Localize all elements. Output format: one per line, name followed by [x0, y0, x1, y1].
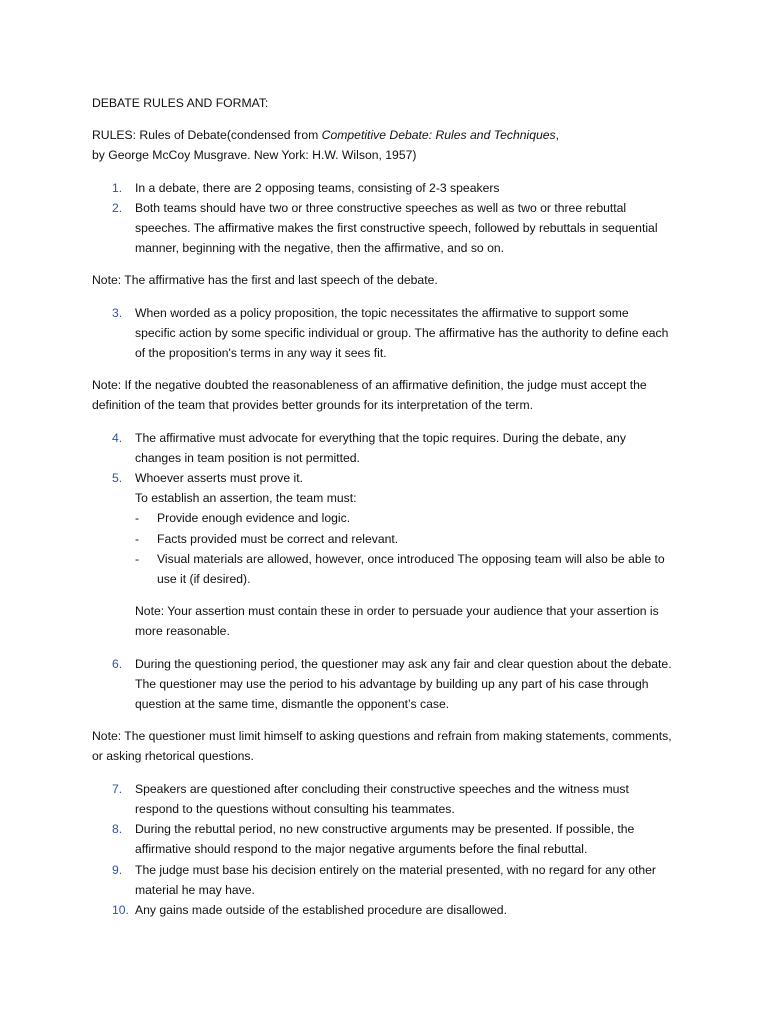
item-number: 3.	[112, 305, 123, 320]
item-text: Any gains made outside of the established procedure are disallowed.	[135, 902, 507, 917]
item-number: 10.	[112, 902, 129, 917]
rules-list	[92, 303, 672, 364]
note-paragraph: Note: If the negative doubted the reasonableness of an affirmative definition, the judge must accept the definition of the team that provides better grounds for its interpretation of the term.	[92, 378, 647, 413]
dash-item-text: Visual materials are allowed, however, once introduced The opposing team will also be able to use it (if desired).	[157, 551, 665, 587]
dash-list-item	[135, 549, 672, 589]
rules-list	[92, 654, 672, 715]
list-item	[92, 819, 672, 859]
item-number: 7.	[112, 781, 123, 796]
dash-marker: -	[135, 511, 140, 526]
list-item	[92, 178, 672, 198]
dash-marker: -	[135, 531, 140, 546]
note-paragraph: Note: The questioner must limit himself to asking questions and refrain from making statements, comments, or asking rhetorical questions.	[92, 729, 672, 764]
item-number: 5.	[112, 471, 123, 486]
dash-list	[135, 508, 672, 589]
note-paragraph: Note: The affirmative has the first and last speech of the debate.	[92, 273, 438, 288]
rules-list	[92, 779, 672, 920]
note-paragraph: Note: Your assertion must contain these in order to persuade your audience that your assertion is more reasonable.	[135, 604, 659, 639]
item-text: During the questioning period, the questioner may ask any fair and clear question about the debate. The questioner may use the period to his advantage by building up any part of his case through question at the same time, dismantle the opponent’s case.	[135, 656, 672, 712]
citation-prefix: (condensed from	[226, 128, 322, 143]
item-number: 4.	[112, 430, 123, 445]
citation-comma: ,	[555, 128, 560, 143]
item-text: The judge must base his decision entirely on the material presented, with no regard for any other material he may have.	[135, 862, 656, 897]
item-number: 8.	[112, 822, 123, 837]
citation-line: by George McCoy Musgrave. New York: H.W. Wilson, 1957)	[92, 148, 417, 163]
list-item	[92, 654, 672, 715]
item-text: In a debate, there are 2 opposing teams, consisting of 2-3 speakers	[135, 180, 500, 195]
document-page	[92, 93, 672, 920]
list-item	[92, 779, 672, 819]
rules-label: RULES:	[92, 128, 137, 143]
list-item	[92, 900, 672, 920]
item-text: When worded as a policy proposition, the topic necessitates the affirmative to support some specific action by some specific individual or group. The affirmative has the authority to define each of the proposition's terms in any way it sees fit.	[135, 305, 669, 361]
list-item	[92, 303, 672, 364]
dash-list-item	[135, 529, 672, 549]
item-text: Both teams should have two or three constructive speeches as well as two or three rebuttal speeches. The affirmative makes the first constructive speech, followed by rebuttals in sequential manner, beginning with the negative, then the affirmative, and so on.	[135, 200, 658, 256]
item-text: Whoever asserts must prove it.	[135, 471, 303, 486]
item-number: 1.	[112, 180, 123, 195]
dash-marker: -	[135, 551, 140, 566]
list-item	[92, 860, 672, 900]
item-number: 6.	[112, 656, 123, 671]
list-item	[92, 468, 672, 589]
item-number: 2.	[112, 200, 123, 215]
document-heading: DEBATE RULES AND FORMAT:	[92, 96, 269, 110]
rules-list	[92, 428, 672, 590]
dash-item-text: Provide enough evidence and logic.	[157, 511, 351, 526]
book-title: Competitive Debate: Rules and Techniques	[321, 128, 556, 143]
rules-title: Rules of Debate	[139, 128, 227, 143]
dash-item-text: Facts provided must be correct and relevant.	[157, 531, 399, 546]
list-item	[92, 428, 672, 468]
item-number: 9.	[112, 862, 123, 877]
item-sub-intro: To establish an assertion, the team must:	[135, 491, 357, 506]
item-text-block	[135, 468, 672, 589]
item-text: Speakers are questioned after concluding their constructive speeches and the witness must respond to the questions without consulting his teammates.	[135, 781, 629, 816]
dash-list-item	[135, 508, 672, 528]
item-text: The affirmative must advocate for everything that the topic requires. During the debate, any changes in team position is not permitted.	[135, 430, 626, 465]
rules-intro	[92, 125, 672, 165]
rules-list	[92, 178, 672, 259]
item-text: During the rebuttal period, no new constructive arguments may be presented. If possible, the affirmative should respond to the major negative arguments before the final rebuttal.	[135, 822, 635, 857]
list-item	[92, 198, 672, 259]
